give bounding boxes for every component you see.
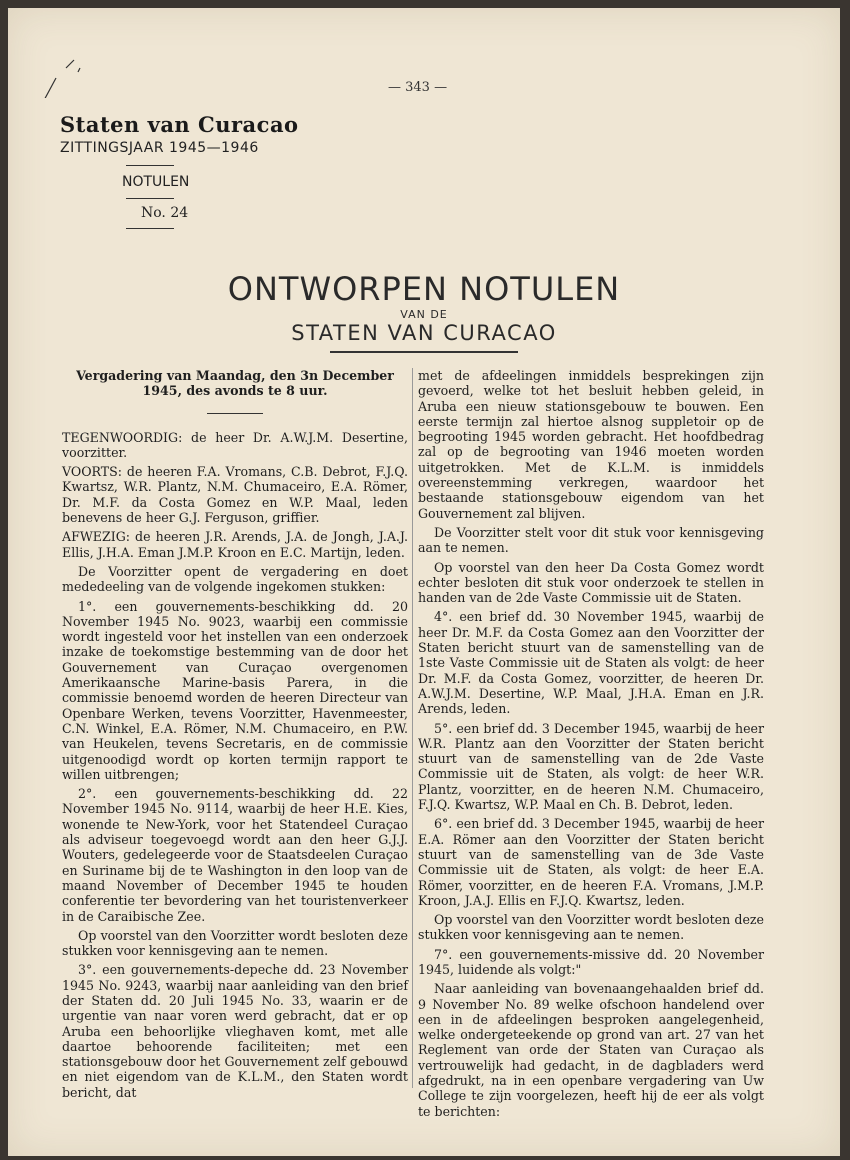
paragraph: AFWEZIG: de heeren J.R. Arends, J.A. de Jongh, J.A.J. Ellis, J.H.A. Eman J.M.P. Kroon en E.C. Martijn, leden. — [62, 529, 408, 560]
right-column — [418, 368, 764, 1123]
title-connector: VAN DE — [400, 308, 448, 321]
left-column — [62, 368, 408, 1104]
header-rule — [126, 165, 174, 166]
document-page — [8, 8, 840, 1156]
paragraph: Naar aanleiding van bovenaangehaalden brief dd. 9 November No. 89 welke ofschoon handelend over een in de afdeelingen besproken aangelegenheid, welke ondergeteekende op grond van art. 27 van het Reglement van orde der Staten van Curaçao als vertrouwelijk had gedacht, in de dagbladers werd afgedrukt, na in een openbare vergadering van Uw College te zijn voorgelezen, heeft hij de eer als volgt te berichten: — [418, 981, 764, 1119]
paragraph: De Voorzitter stelt voor dit stuk voor kennisgeving aan te nemen. — [418, 524, 764, 556]
paragraph: De Voorzitter opent de vergadering en doet mededeeling van de volgende ingekomen stukken: — [62, 563, 408, 595]
paragraph: met de afdeelingen inmiddels besprekingen zijn gevoerd, welke tot het besluit hebben geleid, in Aruba een nieuw stationsgebouw te bouwen. Een eerste termijn zal hiertoe alsnog suppletoir op de begrooting 1945 worden gebracht. Het hoofdbedrag zal op de begrooting van 1946 moeten worden uitgetrokken. Met de K.L.M. is inmiddels overeenstemming verkregen, waardoor het bestaande stationsgebouw eigendom van het Gouvernement zal blijven. — [418, 368, 764, 521]
section-label: NOTULEN — [122, 174, 190, 190]
meeting-heading: Vergadering van Maandag, den 3n December 1945, des avonds te 8 uur. — [76, 368, 394, 399]
section-rule — [207, 413, 263, 414]
main-title: ONTWORPEN NOTULEN — [227, 270, 621, 308]
publication-title: Staten van Curacao — [60, 112, 299, 137]
paragraph: TEGENWOORDIG: de heer Dr. A.W.J.M. Desertine, voorzitter. — [62, 429, 408, 460]
paragraph: Op voorstel van den Voorzitter wordt besloten deze stukken voor kennisgeving aan te nemen. — [418, 912, 764, 943]
paragraph: Op voorstel van den Voorzitter wordt besloten deze stukken voor kennisgeving aan te nemen. — [62, 927, 408, 959]
paragraph: 6°. een brief dd. 3 December 1945, waarbij de heer E.A. Römer aan den Voorzitter der Staten bericht stuurt van de samenstelling van de 3de Vaste Commissie uit de Staten, als volgt: de heer E.A. Römer, voorzitter, en de heeren F.A. Vromans, J.M.P. Kroon, J.A.J. Ellis en F.J.Q. Kwartsz, leden. — [418, 816, 764, 908]
title-rule — [330, 351, 518, 353]
paragraph: 5°. een brief dd. 3 December 1945, waarbij de heer W.R. Plantz aan den Voorzitter der Staten bericht stuurt van de samenstelling van de 2de Vaste Commissie uit de Staten, als volgt: de heer W.R. Plantz, voorzitter, en de heeren N.M. Chumaceiro, F.J.Q. Kwartsz, W.P. Maal en Ch. B. Debrot, leden. — [418, 720, 764, 813]
paragraph: VOORTS: de heeren F.A. Vromans, C.B. Debrot, F.J.Q. Kwartsz, W.R. Plantz, N.M. Chumaceiro, E.A. Römer, Dr. M.F. da Costa Gomez en W.P. Maal, leden benevens de heer G.J. Ferguson, griffier. — [62, 464, 408, 526]
paragraph: 7°. een gouvernements-missive dd. 20 November 1945, luidende als volgt:" — [418, 946, 764, 977]
header-rule — [126, 198, 174, 199]
column-divider — [412, 368, 413, 1088]
page-number: — 343 — — [388, 80, 448, 95]
torn-corner-mark — [8, 8, 98, 98]
issue-number: No. 24 — [141, 205, 189, 221]
paragraph: 1°. een gouvernements-beschikking dd. 20 November 1945 No. 9023, waarbij een commissie wordt ingesteld voor het instellen van een onderzoek inzake de toekomstige bestemming van de door het Gouvernement van Curaçao overgenomen Amerikaansche Marine-basis Parera, in die commissie benoemd worden de heeren Directeur van Openbare Werken, tevens Voorzitter, Havenmeester, C.N. Winkel, E.A. Römer, N.M. Chumaceiro, en P.W. van Heukelen, tevens Secretaris, en de commissie uitgenoodigd wordt op korten termijn rapport te willen uitbrengen; — [62, 598, 408, 782]
paragraph: Op voorstel van den heer Da Costa Gomez wordt echter besloten dit stuk voor onderzoek te stellen in handen van de 2de Vaste Commissie uit de Staten. — [418, 559, 764, 606]
header-rule — [126, 228, 174, 229]
paragraph: 3°. een gouvernements-depeche dd. 23 November 1945 No. 9243, waarbij naar aanleiding van den brief der Staten dd. 20 Juli 1945 No. 33, waarin er de urgentie van naar voren werd gebracht, dat er op Aruba een behoorlijke vlieghaven komt, met alle daartoe behoorende faciliteiten; met een stationsgebouw door het Gouvernement zelf gebouwd en niet eigendom van de K.L.M., den Staten wordt bericht, dat — [62, 962, 408, 1100]
paragraph: 2°. een gouvernements-beschikking dd. 22 November 1945 No. 9114, waarbij de heer H.E. Kies, wonende te New-York, voor het Statendeel Curaçao als adviseur toegevoegd wordt aan den heer G.J.J. Wouters, gedelegeerde voor de Staatsdeelen Curaçao en Suriname bij de te Washington in den loop van de maand November of December 1945 te houden conferentie ter bevordering van het touristenverkeer in de Caraibische Zee. — [62, 786, 408, 924]
sub-title: STATEN VAN CURACAO — [291, 321, 557, 345]
session-year: ZITTINGSJAAR 1945—1946 — [60, 140, 259, 156]
paragraph: 4°. een brief dd. 30 November 1945, waarbij de heer Dr. M.F. da Costa Gomez aan den Voorzitter der Staten bericht stuurt van de samenstelling van de 1ste Vaste Commissie uit de Staten als volgt: de heer Dr. M.F. da Costa Gomez, voorzitter, de heeren Dr. A.W.J.M. Desertine, W.P. Maal, J.H.A. Eman en J.R. Arends, leden. — [418, 609, 764, 717]
